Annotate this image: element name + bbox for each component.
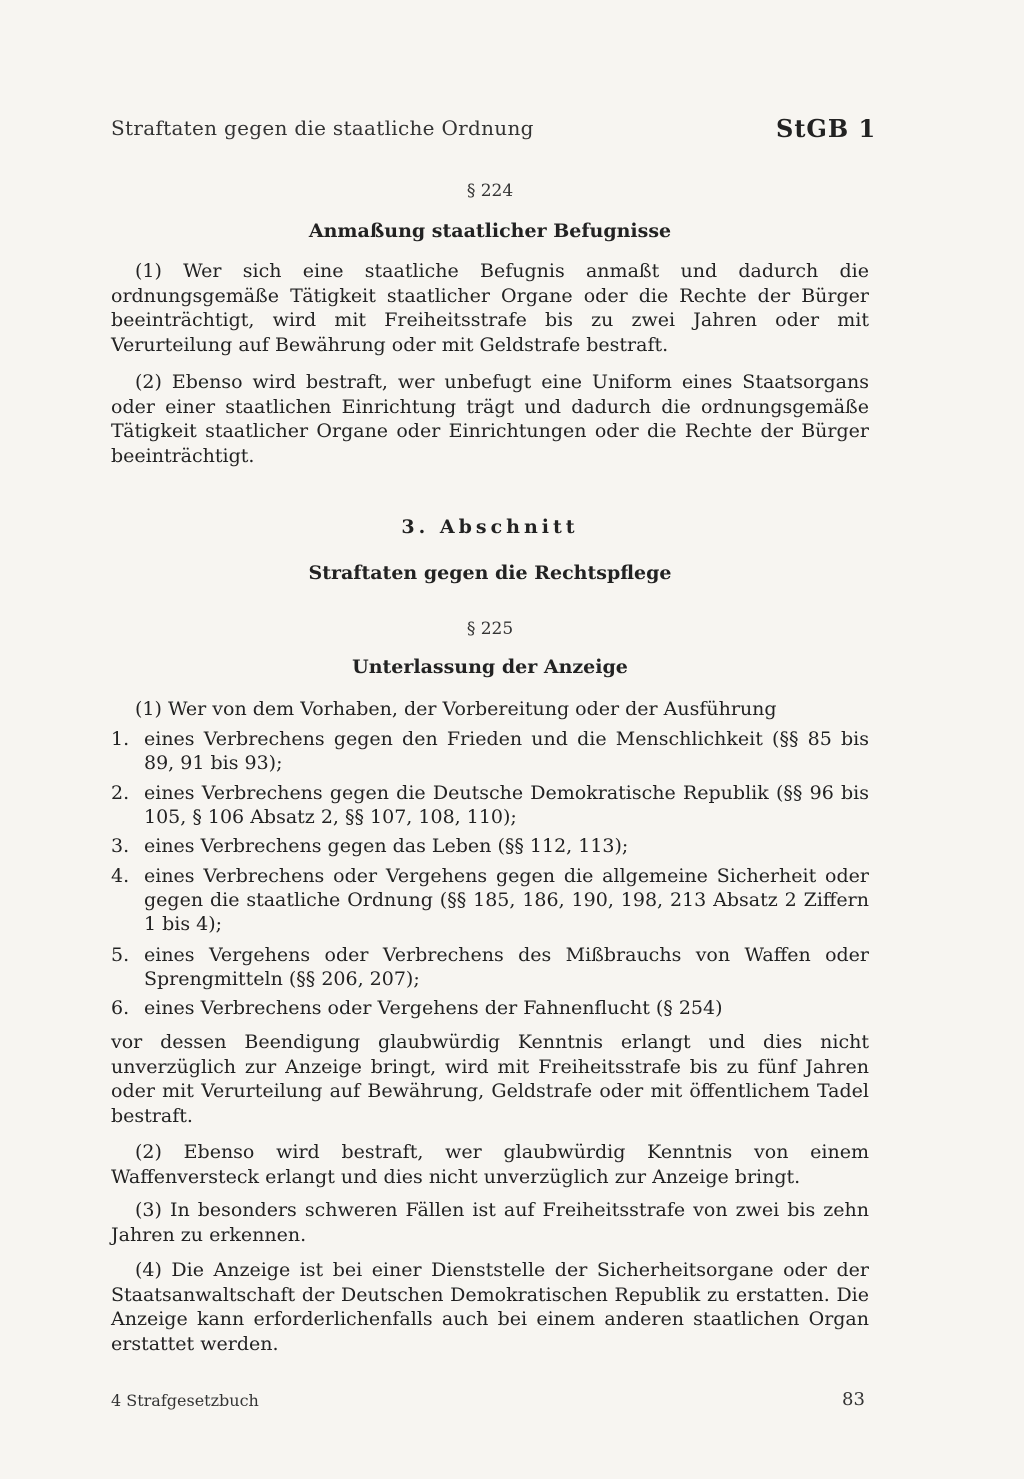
list-item-text: eines Vergehens oder Verbrechens des Mißbrauchs von Waffen oder Sprengmitteln (§§ 206, 207); (144, 944, 869, 990)
list-item-number: 5. (111, 944, 130, 966)
list-item-number: 6. (111, 997, 130, 1019)
running-header-title: Straftaten gegen die staatliche Ordnung (111, 116, 534, 140)
section-224-paragraph-2: (2) Ebenso wird bestraft, wer unbefugt eine Uniform eines Staatsorgans oder einer staatlichen Einrichtung trägt und dadurch die ordnungsgemäße Tätigkeit staatlicher Organe oder Einrichtungen oder die Rechte der Bürger beeinträchtigt. (111, 371, 869, 467)
list-item (111, 727, 869, 775)
list-item-number: 1. (111, 728, 130, 750)
list-item-number: 3. (111, 835, 130, 857)
list-item-text: eines Verbrechens oder Vergehens der Fahnenflucht (§ 254) (144, 997, 723, 1019)
footer-book-title: 4 Strafgesetzbuch (111, 1391, 259, 1410)
list-item (111, 943, 869, 991)
list-item (111, 996, 869, 1020)
list-item-text: eines Verbrechens gegen das Leben (§§ 112, 113); (144, 835, 629, 857)
section-225-paragraph-3: (3) In besonders schweren Fällen ist auf Freiheitsstrafe von zwei bis zehn Jahren zu erkennen. (111, 1199, 869, 1246)
section-225-intro: (1) Wer von dem Vorhaben, der Vorbereitung oder der Ausführung (135, 698, 777, 720)
section-225-continuation: vor dessen Beendigung glaubwürdig Kenntnis erlangt und dies nicht unverzüglich zur Anzeige bringt, wird mit Freiheitsstrafe bis zu fünf Jahren oder mit Verurteilung auf Bewährung, Geldstrafe oder mit öffentlichem Tadel bestraft. (111, 1031, 869, 1127)
list-item-text: eines Verbrechens gegen die Deutsche Demokratische Republik (§§ 96 bis 105, § 106 Absatz 2, §§ 107, 108, 110); (144, 782, 869, 828)
list-item (111, 834, 869, 858)
chapter-subtitle: Straftaten gegen die Rechtspflege (308, 562, 672, 584)
page-number: 83 (842, 1389, 865, 1410)
section-225-number: § 225 (466, 619, 514, 639)
section-224-heading: Anmaßung staatlicher Befugnisse (308, 220, 672, 242)
section-225-paragraph-4: (4) Die Anzeige ist bei einer Dienststelle der Sicherheitsorgane oder der Staatsanwaltschaft der Deutschen Demokratischen Republik zu erstatten. Die Anzeige kann erforderlichenfalls auch bei einem anderen staatlichen Organ erstattet werden. (111, 1259, 869, 1355)
list-item-text: eines Verbrechens gegen den Frieden und die Menschlichkeit (§§ 85 bis 89, 91 bis 93); (144, 728, 869, 774)
list-item (111, 864, 869, 936)
list-item-number: 2. (111, 782, 130, 804)
list-item-text: eines Verbrechens oder Vergehens gegen die allgemeine Sicherheit oder gegen die staatliche Ordnung (§§ 185, 186, 190, 198, 213 Absatz 2 Ziffern 1 bis 4); (144, 865, 869, 935)
section-225-paragraph-2: (2) Ebenso wird bestraft, wer glaubwürdig Kenntnis von einem Waffenversteck erlangt und dies nicht unverzüglich zur Anzeige bringt. (111, 1141, 869, 1188)
section-224-paragraph-1: (1) Wer sich eine staatliche Befugnis anmaßt und dadurch die ordnungsgemäße Tätigkeit staatlicher Organe oder die Rechte der Bürger beeinträchtigt, wird mit Freiheitsstrafe bis zu zwei Jahren oder mit Verurteilung auf Bewährung oder mit Geldstrafe bestraft. (111, 260, 869, 356)
section-224-number: § 224 (466, 181, 514, 201)
running-header-code: StGB 1 (776, 114, 877, 143)
section-225-heading: Unterlassung der Anzeige (352, 656, 628, 678)
list-item (111, 781, 869, 829)
list-item-number: 4. (111, 865, 130, 887)
chapter-title: 3. Abschnitt (401, 516, 579, 538)
